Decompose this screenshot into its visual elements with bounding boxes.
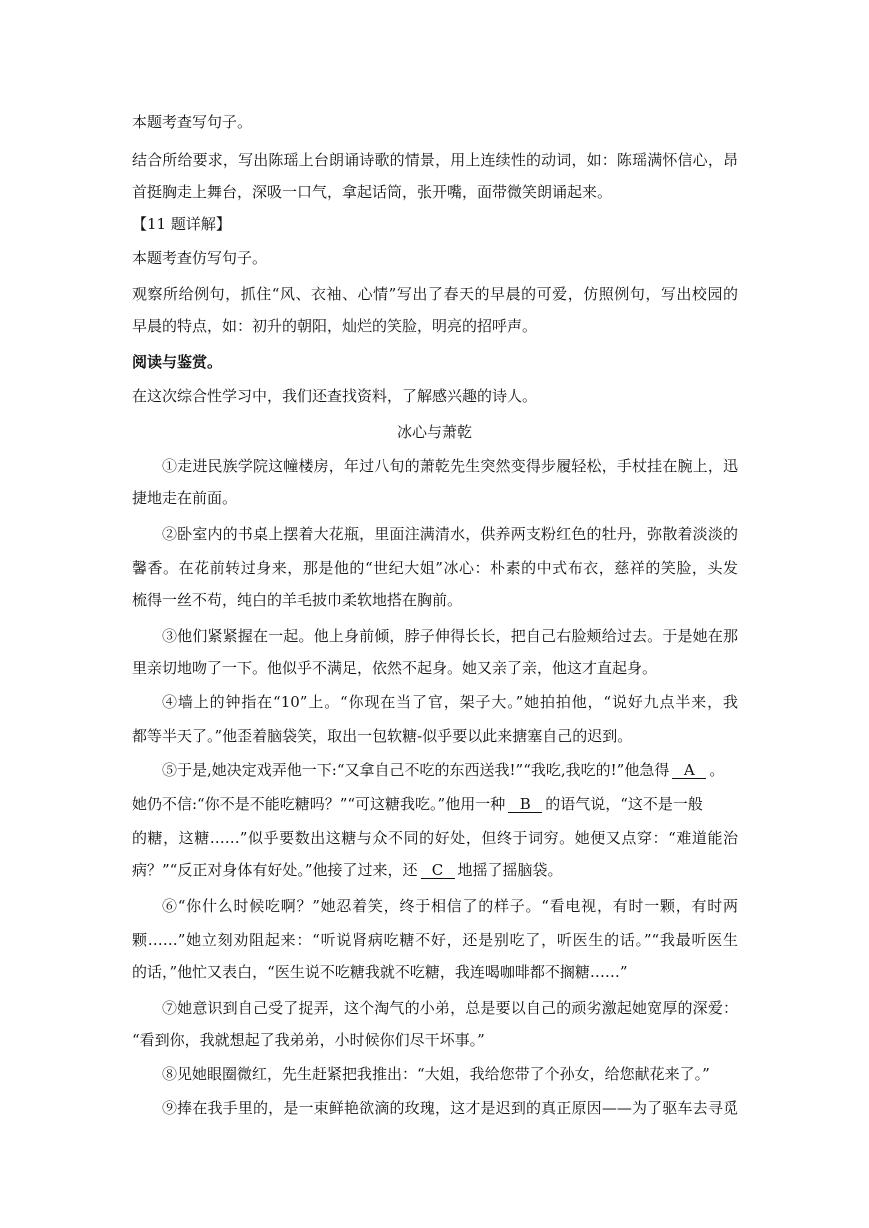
paragraph-1-line-2: 捷地走在前面。 — [132, 489, 238, 507]
paragraph-2-line-1: ②卧室内的书桌上摆着大花瓶，里面注满清水，供养两支粉红色的牡丹，弥散着淡淡的 — [162, 525, 738, 543]
paragraph-7-line-2: “看到你，我就想起了我弟弟，小时候你们尽干坏事。” — [132, 1031, 485, 1049]
paragraph-4-line-1: ④墙上的钟指在“10”上。“你现在当了官，架子大。”她拍拍他，“说好九点半来，我 — [162, 693, 738, 711]
q11-header: 【11 题详解】 — [132, 215, 231, 233]
paragraph-2-line-3: 梳得一丝不苟，纯白的羊毛披巾柔软地搭在胸前。 — [132, 591, 463, 609]
q11-topic: 本题考查仿写句子。 — [132, 249, 268, 267]
paragraph-5-line-4 — [132, 860, 738, 880]
paragraph-1-line-1: ①走进民族学院这幢楼房，年过八旬的萧乾先生突然变得步履轻松，手杖挂在腕上，迅 — [162, 457, 738, 475]
reading-intro: 在这次综合性学习中，我们还查找资料，了解感兴趣的诗人。 — [132, 387, 538, 405]
q10-answer-line-1: 结合所给要求，写出陈瑶上台朗诵诗歌的情景，用上连续性的动词，如：陈瑶满怀信心，昂 — [132, 151, 738, 169]
q11-answer-line-2: 早晨的特点，如：初升的朝阳，灿烂的笑脸，明亮的招呼声。 — [132, 317, 538, 335]
paragraph-8-line-1: ⑧见她眼圈微红，先生赶紧把我推出：“大姐，我给您带了个孙女，给您献花来了。” — [162, 1065, 710, 1083]
article-title: 冰心与萧乾 — [396, 423, 472, 441]
paragraph-5-line-2-text: 她仍不信:“你不是不能吃糖吗？”“可这糖我吃。”他用一种 — [132, 795, 506, 813]
blank-c: C — [421, 862, 455, 879]
paragraph-5-line-2-end: 的语气说，“这不是一般 — [545, 795, 703, 813]
paragraph-5-line-1 — [162, 760, 738, 780]
paragraph-6-line-1: ⑥“你什么时候吃啊？”她忍着笑，终于相信了的样子。“看电视，有时一颗，有时两 — [162, 897, 738, 915]
paragraph-5-line-2 — [132, 794, 738, 814]
q11-answer-line-1: 观察所给例句，抓住“风、衣袖、心情”写出了春天的早晨的可爱，仿照例句，写出校园的 — [132, 285, 738, 303]
paragraph-7-line-1: ⑦她意识到自己受了捉弄，这个淘气的小弟，总是要以自己的顽劣激起她宽厚的深爱： — [162, 999, 738, 1017]
q10-answer-line-2: 首挺胸走上舞台，深吸一口气，拿起话筒，张开嘴，面带微笑朗诵起来。 — [132, 183, 613, 201]
paragraph-5-line-4-end: 地摇了摇脑袋。 — [457, 861, 563, 879]
paragraph-5-line-1-text: ⑤于是,她决定戏弄他一下:“又拿自己不吃的东西送我!”“我吃,我吃的!”他急得 — [162, 761, 670, 779]
paragraph-3-line-2: 里亲切地吻了一下。他似乎不满足，依然不起身。她又亲了亲，他这才直起身。 — [132, 659, 658, 677]
paragraph-5-line-3: 的糖，这糖……”似乎要数出这糖与众不同的好处，但终于词穷。她便又点穿：“难道能治 — [132, 829, 738, 847]
paragraph-2-line-2: 馨香。在花前转过身来，那是他的“世纪大姐”冰心：朴素的中式布衣，慈祥的笑脸，头发 — [132, 559, 738, 577]
paragraph-9-line-1: ⑨捧在我手里的，是一束鲜艳欲滴的玫瑰，这才是迟到的真正原因——为了驱车去寻觅 — [162, 1099, 738, 1117]
blank-b: B — [508, 796, 542, 813]
paragraph-5-line-4-text: 病？”“反正对身体有好处。”他接了过来，还 — [132, 861, 418, 879]
paragraph-3-line-1: ③他们紧紧握在一起。他上身前倾，脖子伸得长长，把自己右脸颊给过去。于是她在那 — [162, 627, 738, 645]
q10-topic: 本题考查写句子。 — [132, 113, 253, 131]
paragraph-6-line-2: 颗……”她立刻劝阻起来：“听说肾病吃糖不好，还是别吃了，听医生的话。”“我最听医生 — [132, 931, 738, 949]
reading-section-title: 阅读与鉴赏。 — [132, 353, 223, 371]
blank-a: A — [672, 762, 706, 779]
paragraph-6-line-3: 的话，”他忙又表白，“医生说不吃糖我就不吃糖，我连喝咖啡都不搁糖……” — [132, 963, 628, 981]
paragraph-5-line-1-end: 。 — [709, 761, 725, 779]
paragraph-4-line-2: 都等半天了。”他歪着脑袋笑，取出一包软糖-似乎要以此来搪塞自己的迟到。 — [132, 727, 633, 745]
